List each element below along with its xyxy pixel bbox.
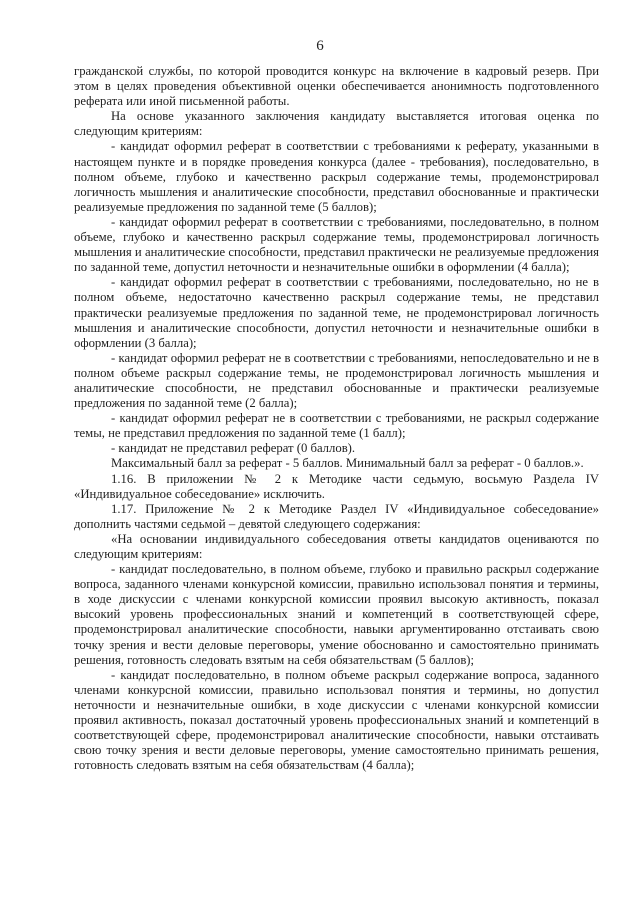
criterion-essay-0-points: - кандидат не представил реферат (0 баллов). xyxy=(111,441,356,456)
criterion-essay-1-point: - кандидат оформил реферат не в соответствии с требованиями, не раскрыл содержание темы, не представил предложения по заданной теме (1 балл); xyxy=(74,411,599,441)
essay-score-range: Максимальный балл за реферат - 5 баллов. Минимальный балл за реферат - 0 баллов.». xyxy=(111,456,584,471)
paragraph-criteria-intro: На основе указанного заключения кандидату выставляется итоговая оценка по следующим критериям: xyxy=(74,109,599,139)
clause-1-16: 1.16. В приложении № 2 к Методике части седьмую, восьмую Раздела IV «Индивидуальное собеседование» исключить. xyxy=(74,471,599,501)
criterion-interview-4-points: - кандидат последовательно, в полном объеме раскрыл содержание вопроса, заданного членами конкурсной комиссии, правильно использовал понятия и термины, но допустил неточности и незначительные ошибки, в ходе дискуссии с членами конкурсной комиссии проявил активность, показал достаточный уровень профессиональных знаний и компетенций в соответствующей сфере, продемонстрировал аналитические способности, навыки отстаивать свою точку зрения и вести деловые переговоры, умение самостоятельно принимать решения, готовность следовать взятым на себя обязательствам (4 балла); xyxy=(74,667,599,773)
criterion-interview-5-points: - кандидат последовательно, в полном объеме, глубоко и правильно раскрыл содержание вопроса, заданного членами конкурсной комиссии, правильно использовал понятия и термины, в ходе дискуссии с членами конкурсной комиссии проявил высокую активность, показал высокий уровень профессиональных знаний и компетенций в соответствующей сфере, продемонстрировал аналитические способности, навыки аргументированно отстаивать свою точку зрения и вести деловые переговоры, умение обоснованно и самостоятельно принимать решения, готовность следовать взятым на себя обязательствам (5 баллов); xyxy=(74,562,599,667)
criterion-essay-2-points: - кандидат оформил реферат не в соответствии с требованиями, непоследовательно и не в полном объеме раскрыл содержание темы, не продемонстрировал логичность мышления и аналитические способности, не представил обоснованные и практически реализуемые предложения по заданной теме (2 балла); xyxy=(74,350,599,411)
clause-1-17: 1.17. Приложение № 2 к Методике Раздел IV «Индивидуальное собеседование» дополнить частями седьмой – девятой следующего содержания: xyxy=(74,501,599,531)
criterion-essay-5-points: - кандидат оформил реферат в соответствии с требованиями к реферату, указанными в настоящем пункте и в порядке проведения конкурса (далее - требования), последовательно, в полном объеме, глубоко и качественно раскрыл содержание темы, продемонстрировал логичность мышления и аналитические способности, представил обоснованные и практически реализуемые предложения по заданной теме (5 баллов); xyxy=(74,139,599,214)
paragraph-continuation: гражданской службы, по которой проводится конкурс на включение в кадровый резерв. При этом в целях проведения объективной оценки обеспечивается анонимность подготовленного реферата или иной письменной работы. xyxy=(74,64,599,109)
interview-criteria-intro: «На основании индивидуального собеседования ответы кандидатов оцениваются по следующим критериям: xyxy=(74,531,599,561)
document-body xyxy=(74,64,599,773)
page-number: 6 xyxy=(316,38,324,54)
criterion-essay-3-points: - кандидат оформил реферат в соответствии с требованиями, последовательно, но не в полном объеме, недостаточно качественно раскрыл содержание темы, не представил практически реализуемые предложения по заданной теме, не продемонстрировал логичность мышления и аналитические способности, допустил неточности и незначительные ошибки в оформлении (3 балла); xyxy=(74,275,599,350)
criterion-essay-4-points: - кандидат оформил реферат в соответствии с требованиями, последовательно, в полном объеме, глубоко и качественно раскрыл содержание темы, продемонстрировал логичность мышления и аналитические способности, представил практически не реализуемые предложения по заданной теме, допустил неточности и незначительные ошибки в оформлении (4 балла); xyxy=(74,214,599,275)
